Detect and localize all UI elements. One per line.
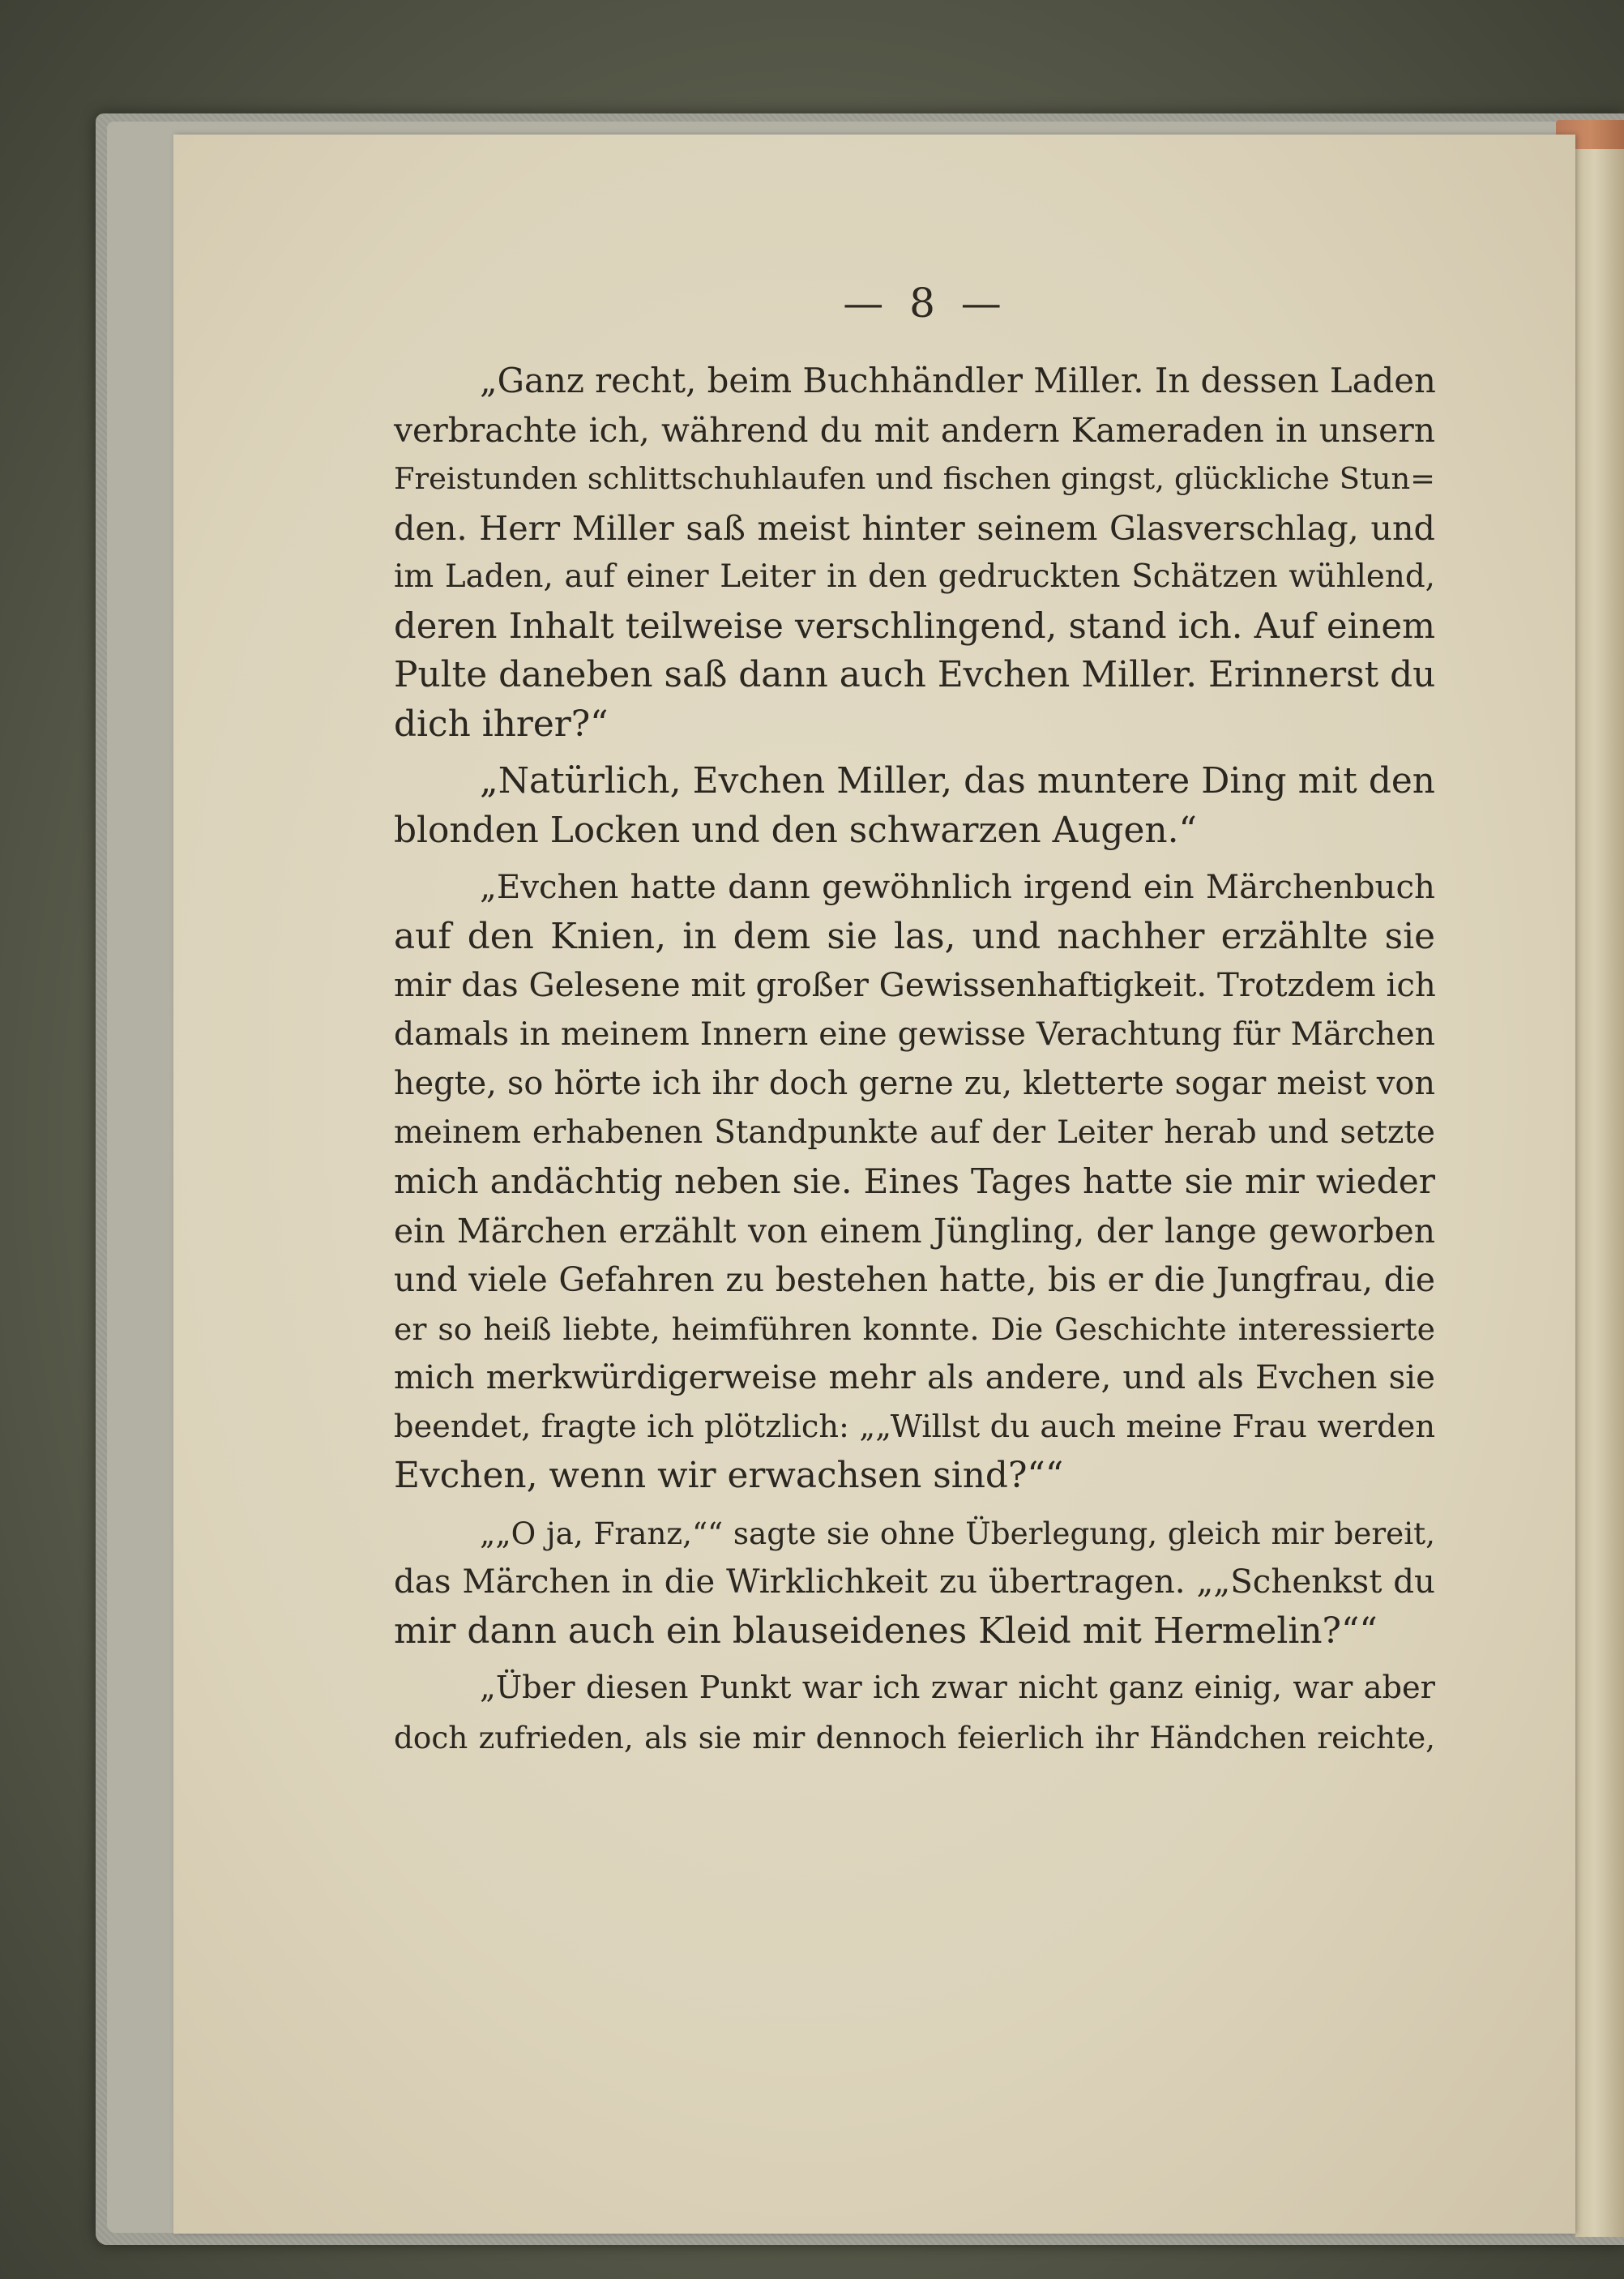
text-line: damals in meinem Innern eine gewisse Verachtung für Märchen — [394, 1016, 1435, 1053]
page-number: — 8 — — [843, 280, 1008, 327]
paragraph-gap — [394, 1656, 1435, 1664]
paragraph-gap — [394, 855, 1435, 863]
paragraph-gap — [394, 749, 1435, 757]
text-line: mich merkwürdigerweise mehr als andere, und als Evchen sie — [394, 1358, 1435, 1396]
text-line: verbrachte ich, während du mit andern Kameraden in unsern — [394, 410, 1435, 450]
text-line: den. Herr Miller saß meist hinter seinem Glasverschlag, und — [394, 508, 1435, 548]
text-line: Pulte daneben saß dann auch Evchen Miller. Erinnerst du — [394, 654, 1436, 695]
text-line: ein Märchen erzählt von einem Jüngling, der lange geworben — [394, 1211, 1435, 1251]
text-line: „„O ja, Franz,““ sagte sie ohne Überlegung, gleich mir bereit, — [480, 1515, 1435, 1551]
page-text — [394, 357, 1435, 1762]
text-line: „Natürlich, Evchen Miller, das muntere Ding mit den — [480, 760, 1435, 802]
text-line: auf den Knien, in dem sie las, und nachher erzählte sie — [394, 915, 1435, 957]
text-line: „Über diesen Punkt war ich zwar nicht ganz einig, war aber — [480, 1670, 1435, 1706]
text-line: deren Inhalt teilweise verschlingend, stand ich. Auf einem — [394, 605, 1435, 647]
text-line: beendet, fragte ich plötzlich: „„Willst du auch meine Frau werden — [394, 1408, 1435, 1445]
text-line: und viele Gefahren zu bestehen hatte, bis er die Jungfrau, die — [394, 1260, 1435, 1299]
text-line: das Märchen in die Wirklichkeit zu übertragen. „„Schenkst du — [394, 1563, 1435, 1601]
text-line: hegte, so hörte ich ihr doch gerne zu, kletterte sogar meist von — [394, 1065, 1435, 1102]
text-line: im Laden, auf einer Leiter in den gedruckten Schätzen wühlend, — [394, 558, 1435, 595]
text-line: Freistunden schlittschuhlaufen und fischen gingst, glückliche Stun= — [394, 461, 1435, 496]
text-line: dich ihrer?“ — [394, 703, 609, 745]
text-line: „Ganz recht, beim Buchhändler Miller. In dessen Laden — [480, 361, 1436, 400]
page-stack-edge — [1575, 130, 1624, 2237]
text-line: „Evchen hatte dann gewöhnlich irgend ein Märchenbuch — [480, 868, 1435, 906]
text-line: Evchen, wenn wir erwachsen sind?““ — [394, 1455, 1064, 1496]
text-line: mich andächtig neben sie. Eines Tages hatte sie mir wieder — [394, 1161, 1435, 1201]
text-line: mir dann auch ein blauseidenes Kleid mit Hermelin?““ — [394, 1610, 1378, 1652]
text-line: mir das Gelesene mit großer Gewissenhaftigkeit. Trotzdem ich — [394, 966, 1436, 1004]
text-line: meinem erhabenen Standpunkte auf der Leiter herab und setzte — [394, 1114, 1435, 1151]
text-line: er so heiß liebte, heimführen konnte. Die Geschichte interessierte — [394, 1311, 1435, 1347]
text-line: blonden Locken und den schwarzen Augen.“ — [394, 809, 1197, 851]
paragraph-gap — [394, 1501, 1435, 1509]
text-line: doch zufrieden, als sie mir dennoch feierlich ihr Händchen reichte, — [394, 1719, 1435, 1755]
